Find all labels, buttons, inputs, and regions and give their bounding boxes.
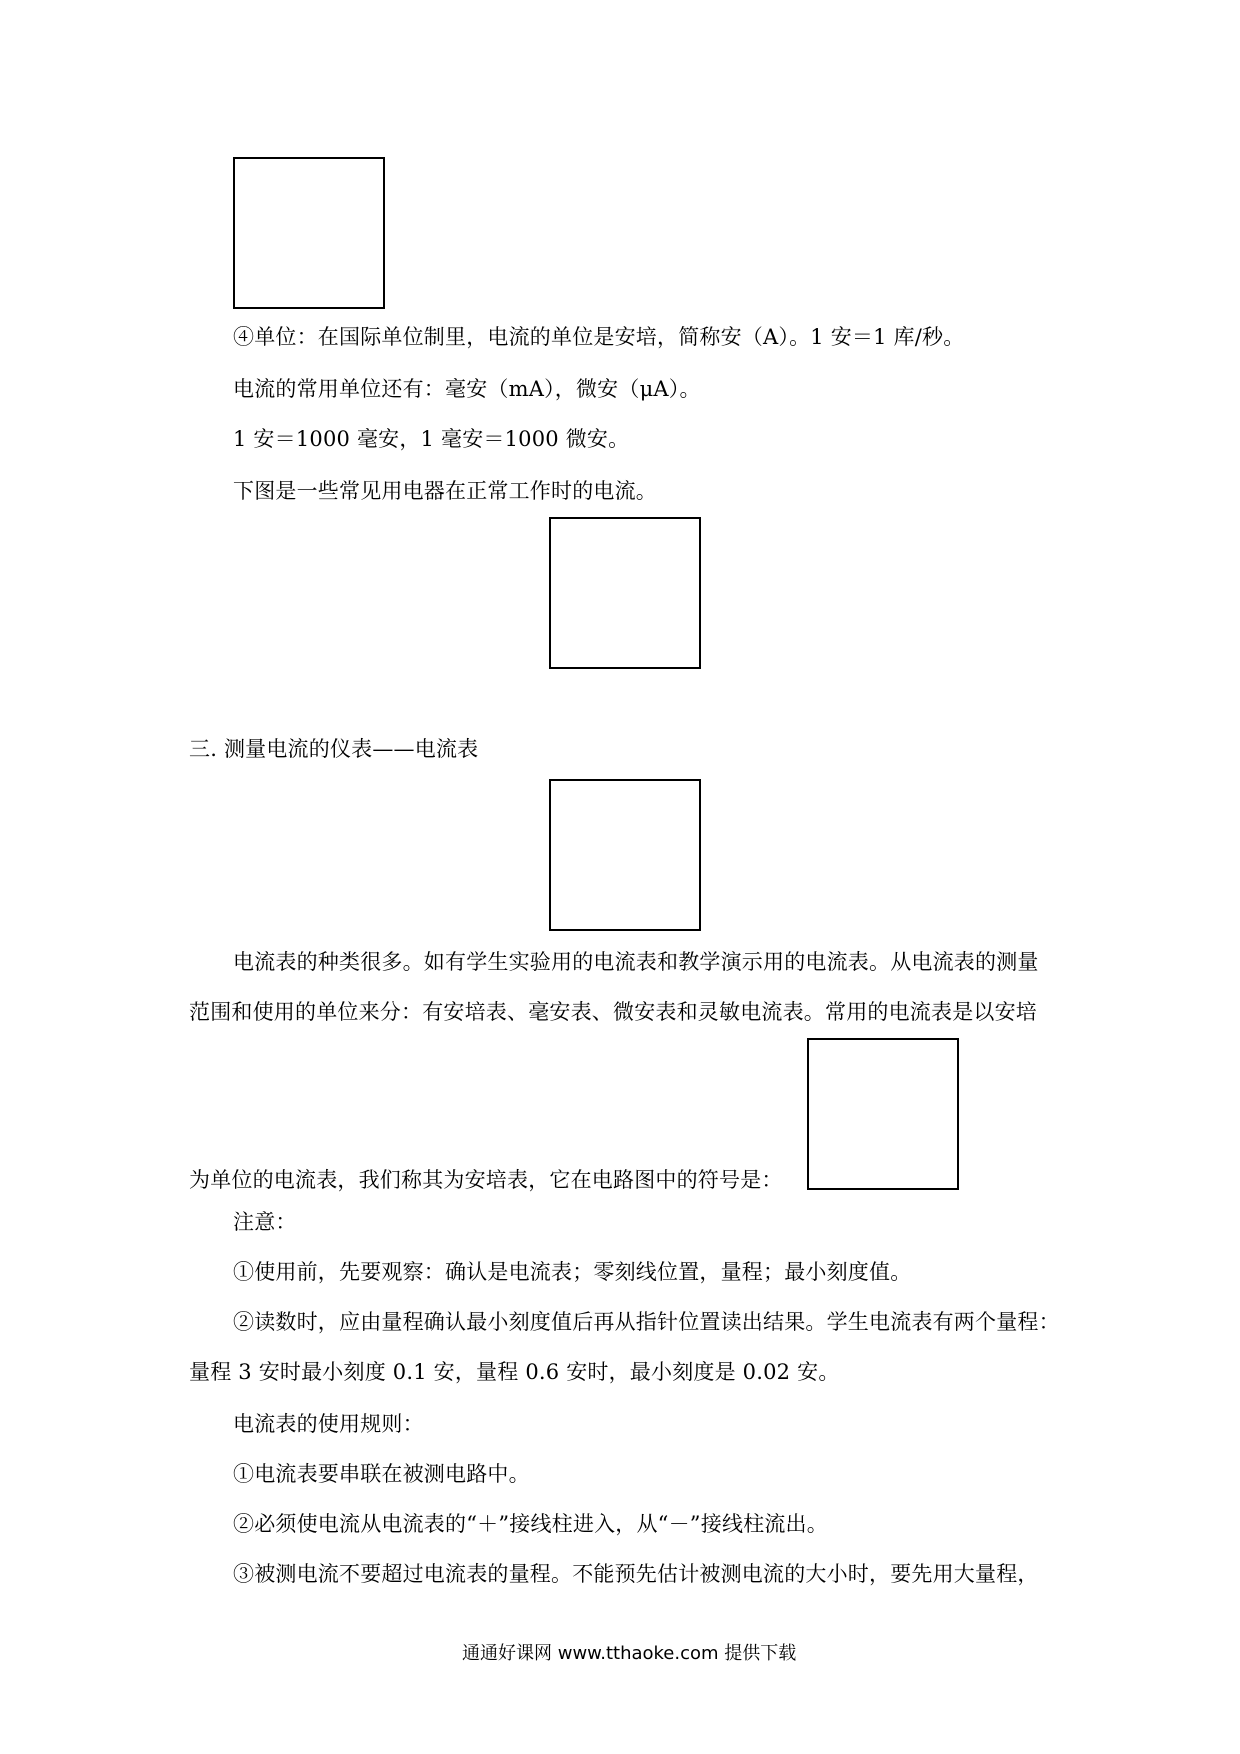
rule-2: ②必须使电流从电流表的“＋”接线柱进入，从“－”接线柱流出。 [233, 1512, 828, 1536]
footer-text: 通通好课网 www.tthaoke.com 提供下载 [462, 1643, 797, 1664]
para-types-line-1: 电流表的种类很多。如有学生实验用的电流表和教学演示用的电流表。从电流表的测量 [233, 950, 1039, 974]
note-2-line-1: ②读数时，应由量程确认最小刻度值后再从指针位置读出结果。学生电流表有两个量程： [233, 1310, 1060, 1334]
rule-3: ③被测电流不要超过电流表的量程。不能预先估计被测电流的大小时，要先用大量程， [233, 1562, 1039, 1586]
note-1: ①使用前，先要观察：确认是电流表；零刻线位置，量程；最小刻度值。 [233, 1260, 912, 1284]
unit-line-1: ④单位：在国际单位制里，电流的单位是安培，简称安（A）。1 安＝1 库/秒。 [233, 325, 965, 349]
para-types-line-3: 为单位的电流表，我们称其为安培表，它在电路图中的符号是： [189, 1168, 783, 1192]
note-2-line-2: 量程 3 安时最小刻度 0.1 安，量程 0.6 安时，最小刻度是 0.02 安。 [189, 1360, 840, 1384]
image-placeholder-ammeter [549, 779, 701, 931]
unit-line-2: 电流的常用单位还有：毫安（mA），微安（μA）。 [233, 377, 701, 401]
rule-1: ①电流表要串联在被测电路中。 [233, 1462, 530, 1486]
section-3-heading: 三. 测量电流的仪表——电流表 [189, 737, 479, 761]
image-placeholder-top [233, 157, 385, 309]
image-placeholder-appliances [549, 517, 701, 669]
unit-line-4: 下图是一些常见用电器在正常工作时的电流。 [233, 479, 657, 503]
ammeter-symbol-placeholder [807, 1038, 959, 1190]
unit-line-3: 1 安＝1000 毫安，1 毫安＝1000 微安。 [233, 427, 630, 451]
para-types-line-2: 范围和使用的单位来分：有安培表、毫安表、微安表和灵敏电流表。常用的电流表是以安培 [189, 1000, 1037, 1024]
note-label: 注意： [233, 1210, 297, 1234]
rules-label: 电流表的使用规则： [233, 1412, 424, 1436]
